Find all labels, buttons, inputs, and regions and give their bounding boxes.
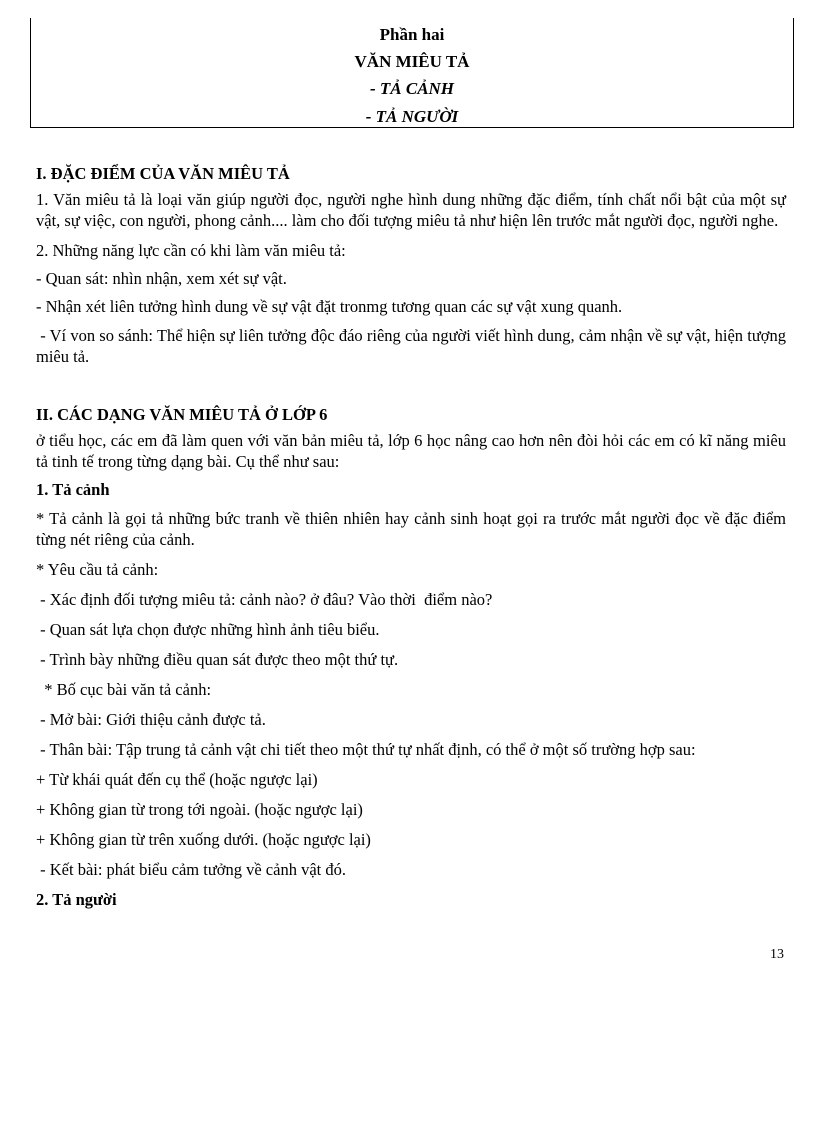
list-item: * Yêu cầu tả cảnh: [36,560,159,579]
paragraph: 1. Văn miêu tả là loại văn giúp người đọc, người nghe hình dung những đặc điểm, tính chất nổi bật của một sự vật, sự việc, con người, phong cảnh.... làm cho đối tượng miêu tả như hiện lên trước mắt người đọc, người nghe. [36,190,786,230]
paragraph: - Nhận xét liên tưởng hình dung về sự vật đặt tronmg tương quan các sự vật xung quanh. [36,297,623,316]
list-item: * Tả cảnh là gọi tả những bức tranh về thiên nhiên hay cảnh sinh hoạt gọi ra trước mắt người đọc về đặc điểm từng nét riêng của cảnh. [36,509,786,549]
subsection-heading-people: 2. Tả người [36,890,117,909]
list-item: * Bố cục bài văn tả cảnh: [36,680,212,699]
section1-heading: I. ĐẶC ĐIỂM CỦA VĂN MIÊU TẢ [36,164,290,183]
section2-heading: II. CÁC DẠNG VĂN MIÊU TẢ Ở LỚP 6 [36,405,328,424]
title-box [30,18,794,128]
page-number: 13 [770,947,784,962]
list-item: - Quan sát lựa chọn được những hình ảnh tiêu biểu. [36,620,380,639]
list-item: - Mở bài: Giới thiệu cảnh được tả. [36,710,266,729]
list-item: - Kết bài: phát biểu cảm tưởng về cảnh vật đó. [36,860,346,879]
paragraph: ở tiểu học, các em đã làm quen với văn bản miêu tả, lớp 6 học nâng cao hơn nên đòi hỏi các em có kĩ năng miêu tả tinh tế trong từng dạng bài. Cụ thể như sau: [36,431,786,471]
paragraph: - Quan sát: nhìn nhận, xem xét sự vật. [36,269,287,288]
part-label: Phần hai [379,25,445,44]
document-body [36,163,791,910]
list-item: + Từ khái quát đến cụ thể (hoặc ngược lại) [36,770,318,789]
paragraph: 2. Những năng lực cần có khi làm văn miêu tả: [36,241,346,260]
list-item: + Không gian từ trên xuống dưới. (hoặc ngược lại) [36,830,371,849]
subtitle-people: - TẢ NGƯỜI [365,107,459,126]
list-item: - Thân bài: Tập trung tả cảnh vật chi tiết theo một thứ tự nhất định, có thể ở một số trường hợp sau: [36,740,696,759]
list-item: - Xác định đối tượng miêu tả: cảnh nào? ở đâu? Vào thời điểm nào? [36,590,493,609]
subsection-heading-landscape: 1. Tả cảnh [36,480,110,499]
document-title: VĂN MIÊU TẢ [354,52,470,71]
subtitle-landscape: - TẢ CẢNH [369,79,455,98]
list-item: - Trình bày những điều quan sát được theo một thứ tự. [36,650,399,669]
paragraph: - Ví von so sánh: Thể hiện sự liên tưởng độc đáo riêng của người viết hình dung, cảm nhận về sự vật, hiện tượng miêu tả. [36,326,791,366]
list-item: + Không gian từ trong tới ngoài. (hoặc ngược lại) [36,800,363,819]
